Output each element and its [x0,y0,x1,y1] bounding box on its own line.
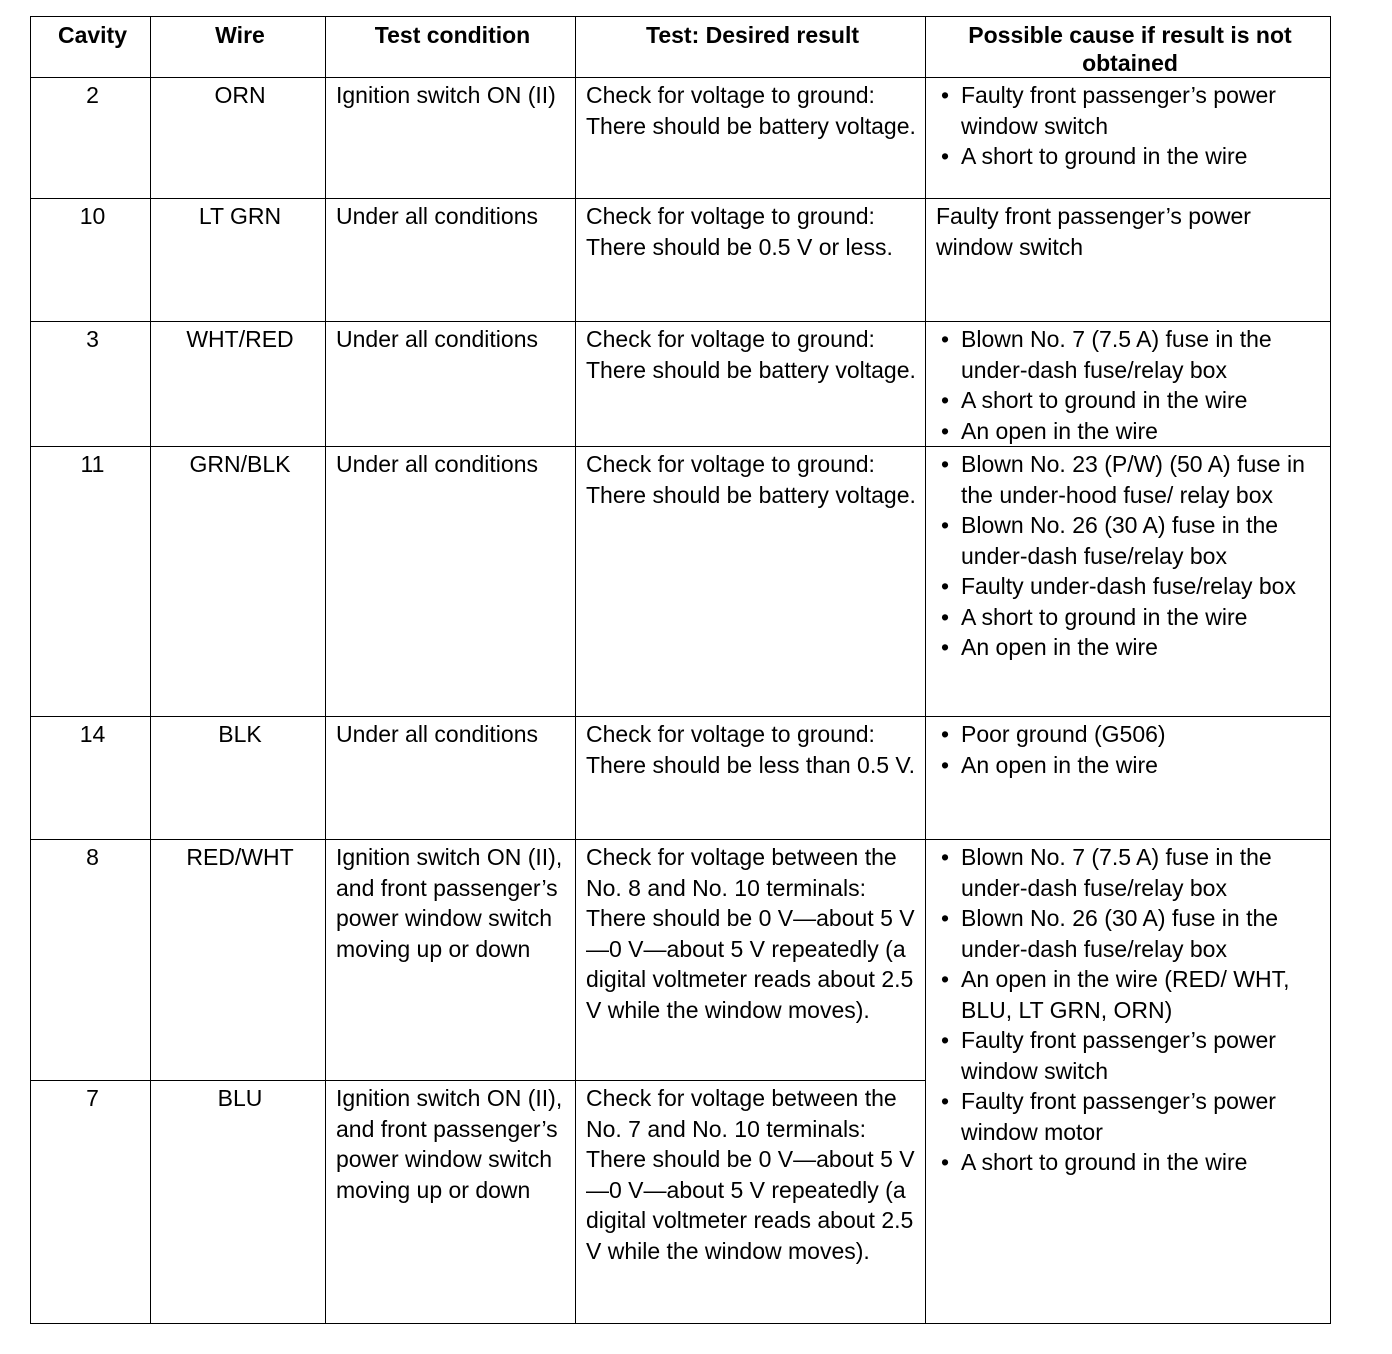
cause-item: • An open in the wire [936,750,1324,781]
possible-cause-cell [926,447,1331,717]
cause-list [936,80,1324,172]
test-condition-cell: Under all conditions [326,717,576,840]
cavity-cell: 10 [31,199,151,322]
desired-result-cell [576,199,926,322]
cause-item: • An open in the wire [936,416,1324,447]
table-row-cavity-8 [31,840,1331,1081]
possible-cause-cell-shared [926,840,1331,1324]
cause-item: • Blown No. 26 (30 A) fuse in the under-dash fuse/relay box [936,903,1324,964]
cause-item: • A short to ground in the wire [936,602,1324,633]
test-condition-cell: Ignition switch ON (II) [326,78,576,199]
header-wire: Wire [151,17,326,78]
wire-cell: ORN [151,78,326,199]
test-condition-cell: Ignition switch ON (II), and front passenger’s power window switch moving up or down [326,840,576,1081]
table-row-cavity-14 [31,717,1331,840]
cavity-cell: 3 [31,322,151,447]
possible-cause-cell [926,717,1331,840]
test-condition-cell: Ignition switch ON (II), and front passenger’s power window switch moving up or down [326,1081,576,1324]
wire-cell: BLU [151,1081,326,1324]
result-text: Check for voltage to ground: There should be battery voltage. [586,82,916,139]
table-row-cavity-2 [31,78,1331,199]
result-text: Check for voltage between the No. 7 and No. 10 terminals: There should be 0 V—about 5 V—0 V—about 5 V repeatedly (a digital voltmeter reads about 2.5 V while the window moves). [586,1085,915,1264]
cause-item: • An open in the wire (RED/ WHT, BLU, LT GRN, ORN) [936,964,1324,1025]
cause-item: • A short to ground in the wire [936,141,1324,172]
possible-cause-cell [926,322,1331,447]
cause-item: • Poor ground (G506) [936,719,1324,750]
table-row-cavity-11 [31,447,1331,717]
cause-list [936,719,1324,780]
wire-cell: WHT/RED [151,322,326,447]
cavity-cell: 11 [31,447,151,717]
header-cavity: Cavity [31,17,151,78]
cause-item: • Blown No. 7 (7.5 A) fuse in the under-dash fuse/relay box [936,324,1324,385]
table-row-cavity-10 [31,199,1331,322]
troubleshooting-table-wrapper [30,16,1330,1324]
desired-result-cell [576,78,926,199]
result-text: Check for voltage to ground: There should be battery voltage. [586,451,916,508]
test-condition-cell: Under all conditions [326,322,576,447]
cavity-cell: 14 [31,717,151,840]
cause-item: • Faulty front passenger’s power window motor [936,1086,1324,1147]
header-row [31,17,1331,78]
desired-result-cell [576,1081,926,1324]
cause-item: • Blown No. 23 (P/W) (50 A) fuse in the under-hood fuse/ relay box [936,449,1324,510]
cavity-cell: 8 [31,840,151,1081]
desired-result-cell [576,322,926,447]
wire-cell: BLK [151,717,326,840]
header-possible-cause: Possible cause if result is not obtained [926,17,1331,78]
desired-result-cell [576,840,926,1081]
wire-cell: RED/WHT [151,840,326,1081]
header-test-condition: Test condition [326,17,576,78]
result-text: Check for voltage to ground: There should be less than 0.5 V. [586,721,916,778]
cause-item: • A short to ground in the wire [936,1147,1324,1178]
cause-item: • An open in the wire [936,632,1324,663]
test-condition-cell: Under all conditions [326,199,576,322]
desired-result-cell [576,447,926,717]
troubleshooting-table [30,16,1331,1324]
cavity-cell: 7 [31,1081,151,1324]
desired-result-cell [576,717,926,840]
wire-cell: LT GRN [151,199,326,322]
cause-item: • Faulty front passenger’s power window switch [936,1025,1324,1086]
cause-item: • Blown No. 26 (30 A) fuse in the under-dash fuse/relay box [936,510,1324,571]
cause-item: • Faulty front passenger’s power window switch [936,80,1324,141]
cause-list [936,324,1324,446]
cause-item: • Blown No. 7 (7.5 A) fuse in the under-dash fuse/relay box [936,842,1324,903]
cause-item: • Faulty under-dash fuse/relay box [936,571,1324,602]
result-text: Check for voltage to ground: There should be battery voltage. [586,326,916,383]
possible-cause-cell [926,78,1331,199]
cause-list [936,842,1324,1178]
possible-cause-cell: Faulty front passenger’s power window switch [926,199,1331,322]
cause-list [936,449,1324,663]
header-desired-result: Test: Desired result [576,17,926,78]
result-text: Check for voltage between the No. 8 and No. 10 terminals: There should be 0 V—about 5 V—0 V—about 5 V repeatedly (a digital voltmeter reads about 2.5 V while the window moves). [586,844,915,1023]
test-condition-cell: Under all conditions [326,447,576,717]
cavity-cell: 2 [31,78,151,199]
table-row-cavity-3 [31,322,1331,447]
wire-cell: GRN/BLK [151,447,326,717]
cause-item: • A short to ground in the wire [936,385,1324,416]
result-text: Check for voltage to ground: There should be 0.5 V or less. [586,203,893,260]
